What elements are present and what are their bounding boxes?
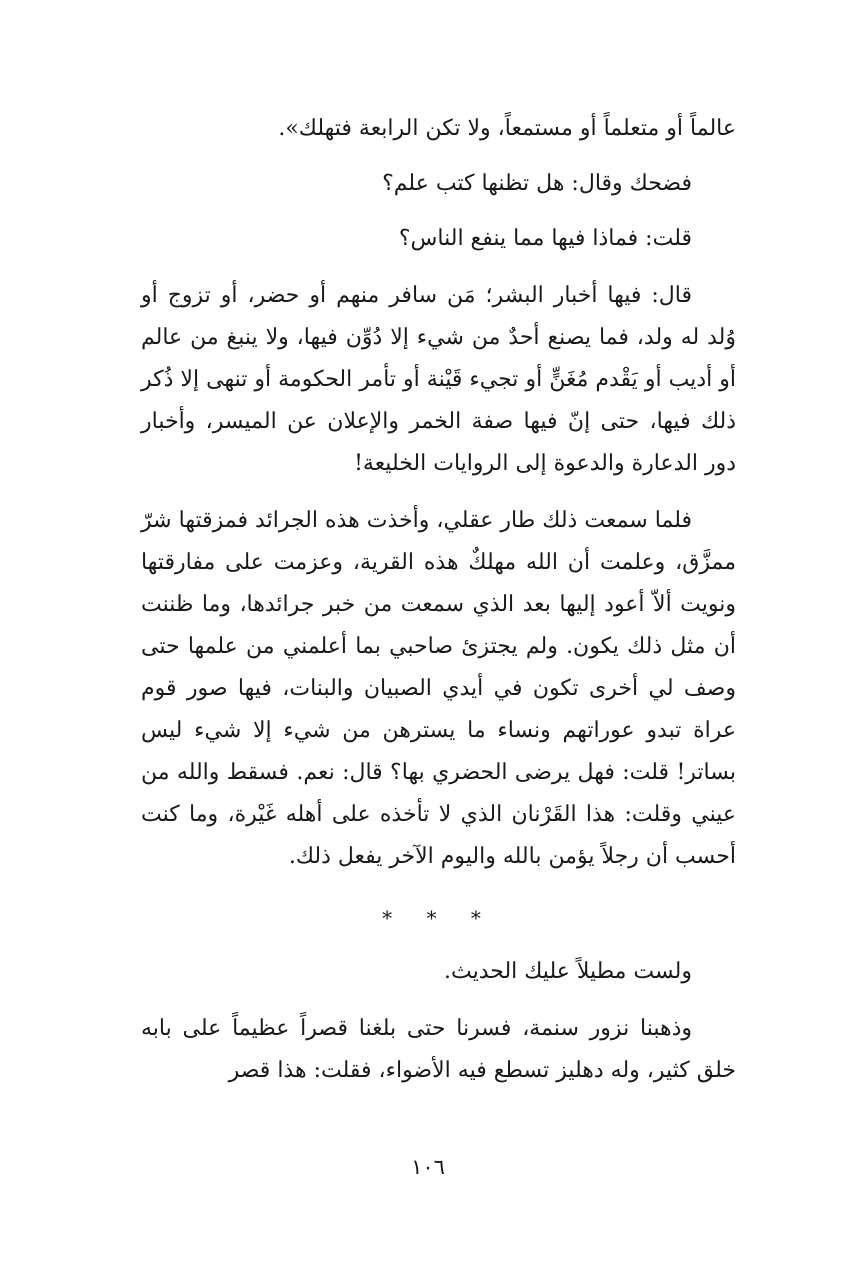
paragraph-continuation: عالماً أو متعلماً أو مستمعاً، ولا تكن الرابعة فتهلك». xyxy=(278,116,736,141)
paragraph-news-of-people: قال: فيها أخبار البشر؛ مَن سافر منهم أو حضر، أو تزوج أو وُلد له ولد، فما يصنع أحدٌ من شيء إلا دُوِّن فيها، ولا ينبغ من عالم أو أديب أو يَقْدم مُغَنٍّ أو تجيء قَيْنة أو تأمر الحكومة أو تنهى إلا ذُكر ذلك فيها، حتى إنّ فيها صفة الخمر والإعلان عن الميسر، وأخبار دور الدعارة والدعوة إلى الروايات الخليعة! xyxy=(141,283,736,476)
paragraph-visit-palace: وذهبنا نزور سنمة، فسرنا حتى بلغنا قصراً عظيماً على بابه خلق كثير، وله دهليز تسطع فيه الأضواء، فقلت: هذا قصر xyxy=(141,1016,736,1083)
page-body xyxy=(141,108,736,1092)
page-number: ١٠٦ xyxy=(411,1155,445,1179)
section-divider: * * * xyxy=(382,906,495,930)
paragraph-tore-newspapers: فلما سمعت ذلك طار عقلي، وأخذت هذه الجرائد فمزقتها شرّ ممزَّق، وعلمت أن الله مهلكٌ هذه القرية، وعزمت على مفارقتها ونويت ألاّ أعود إليها بعد الذي سمعت من خبر جرائدها، وما ظننت أن مثل ذلك يكون. ولم يجتزئ صاحبي بما أعلمني من علمها حتى وصف لي أخرى تكون في أيدي الصبيان والبنات، فيها صور قوم عراة تبدو عوراتهم ونساء ما يسترهن من شيء إلا شيء ليس بساتر! قلت: فهل يرضى الحضري بها؟ قال: نعم. فسقط والله من عيني وقلت: هذا القَرْنان الذي لا تأخذه على أهله غَيْرة، وما كنت أحسب أن رجلاً يؤمن بالله واليوم الآخر يفعل ذلك. xyxy=(141,508,736,869)
paragraph-not-lengthen: ولست مطيلاً عليك الحديث. xyxy=(443,959,692,984)
paragraph-laughed: فضحك وقال: هل تظنها كتب علم؟ xyxy=(382,171,692,196)
paragraph-question: قلت: فماذا فيها مما ينفع الناس؟ xyxy=(398,226,692,251)
